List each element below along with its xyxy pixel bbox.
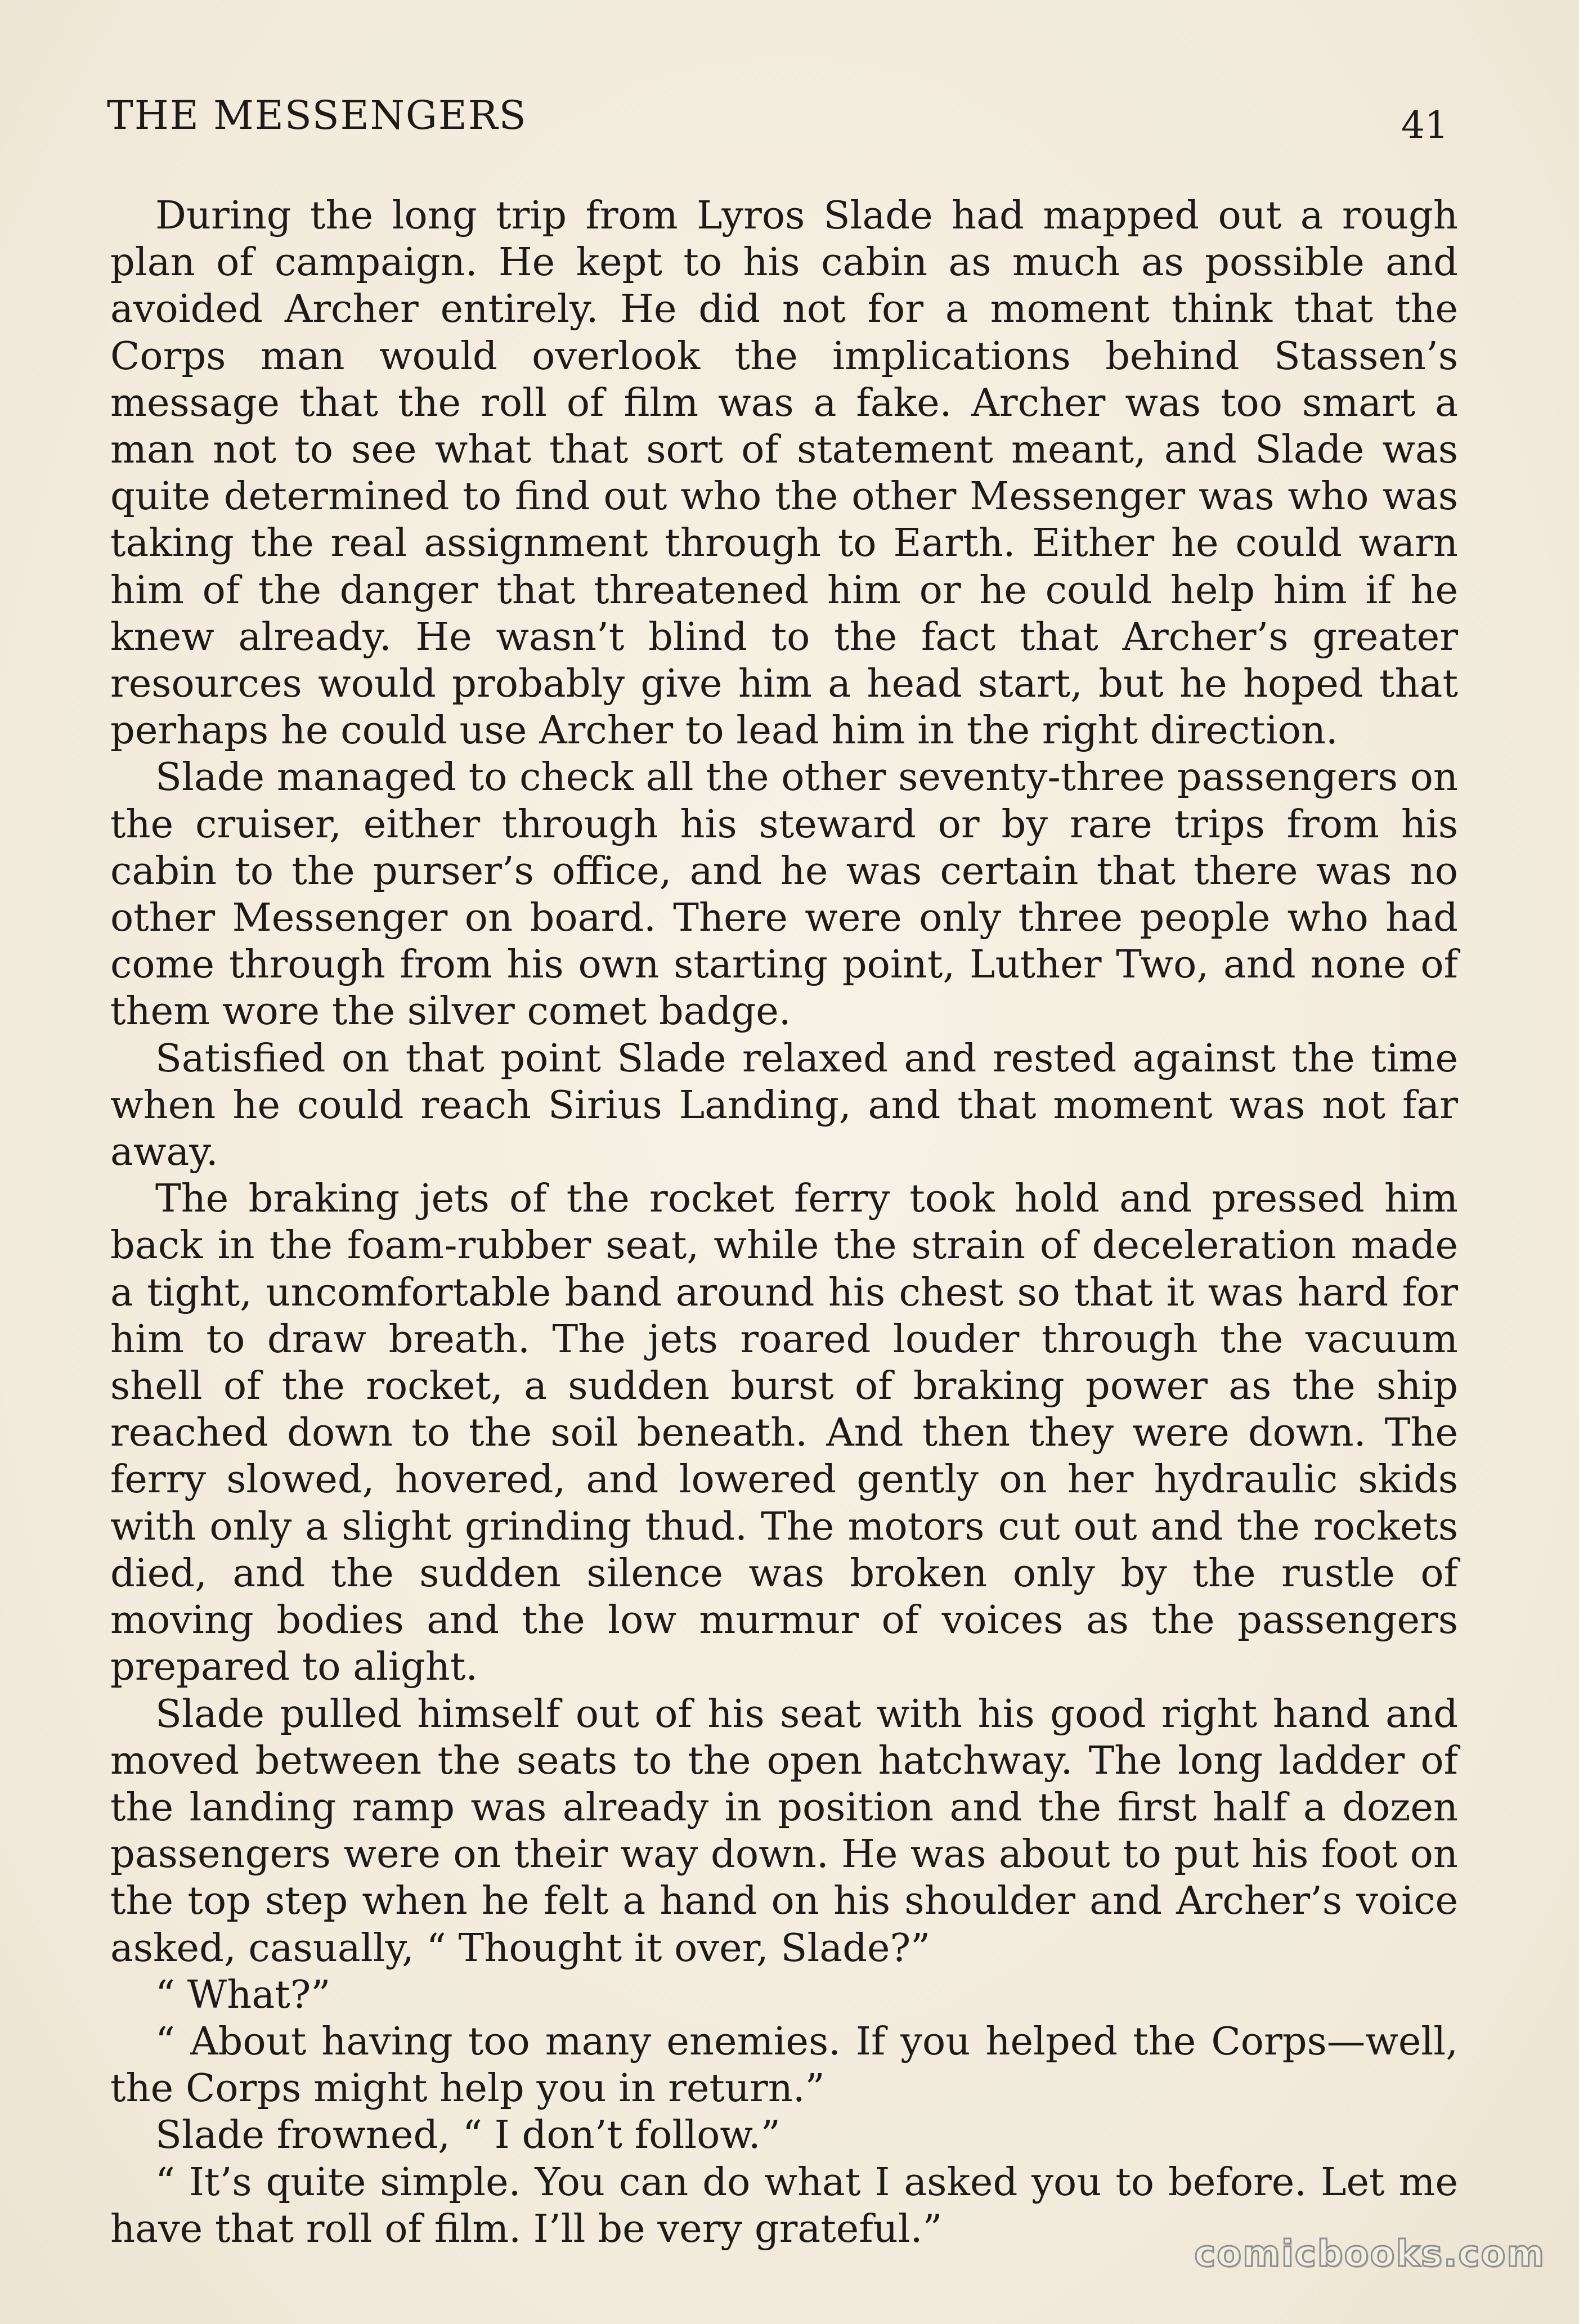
paragraph: During the long trip from Lyros Slade had mapped out a rough plan of campaign. He kept to his cabin as much as possible and avoided Archer entirely. He did not for a moment think that the Corps man would overlook the implications behind Stassen’s message that the roll of film was a fake. Archer was too smart a man not to see what that sort of statement meant, and Slade was quite determined to find out who the other Messenger was who was taking the real assignment through to Earth. Either he could warn him of the danger that threatened him or he could help him if he knew already. He wasn’t blind to the fact that Archer’s greater resources would probably give him a head start, but he hoped that perhaps he could use Archer to lead him in the right direction. bbox=[110, 193, 1458, 753]
paragraph: Slade pulled himself out of his seat with his good right hand and moved between the seats to the open hatchway. The long ladder of the landing ramp was already in position and the first half a dozen passengers were on their way down. He was about to put his foot on the top step when he felt a hand on his shoulder and Archer’s voice asked, casually, “ Thought it over, Slade?” bbox=[110, 1691, 1458, 1971]
paragraph: “ About having too many enemies. If you helped the Corps—well, the Corps might help you in return.” bbox=[110, 2018, 1458, 2111]
paragraph: “ What?” bbox=[155, 1972, 331, 2017]
watermark: comicbooks.com bbox=[1194, 2233, 1545, 2275]
running-title: THE MESSENGERS bbox=[107, 92, 527, 138]
paragraph: Slade managed to check all the other seventy-three passengers on the cruiser, either through his steward or by rare trips from his cabin to the purser’s office, and he was certain that there was no other Messenger on board. There were only three people who had come through from his own starting point, Luther Two, and none of them wore the silver comet badge. bbox=[110, 755, 1458, 1034]
body-text bbox=[110, 192, 1458, 2253]
paragraph: The braking jets of the rocket ferry took hold and pressed him back in the foam-rubber seat, while the strain of deceleration made a tight, uncomfortable band around his chest so that it was hard for him to draw breath. The jets roared louder through the vacuum shell of the rocket, a sudden burst of braking power as the ship reached down to the soil beneath. And then they were down. The ferry slowed, hovered, and lowered gently on her hydraulic skids with only a slight grinding thud. The motors cut out and the rockets died, and the sudden silence was broken only by the rustle of moving bodies and the low murmur of voices as the passengers prepared to alight. bbox=[110, 1176, 1458, 1690]
paragraph: Satisfied on that point Slade relaxed and rested against the time when he could reach Sirius Landing, and that moment was not far away. bbox=[110, 1035, 1458, 1175]
paragraph: “ It’s quite simple. You can do what I asked you to before. Let me have that roll of film. I’ll be very grateful.” bbox=[110, 2159, 1458, 2251]
paragraph: Slade frowned, “ I don’t follow.” bbox=[155, 2112, 780, 2158]
page-number: 41 bbox=[1401, 104, 1448, 147]
